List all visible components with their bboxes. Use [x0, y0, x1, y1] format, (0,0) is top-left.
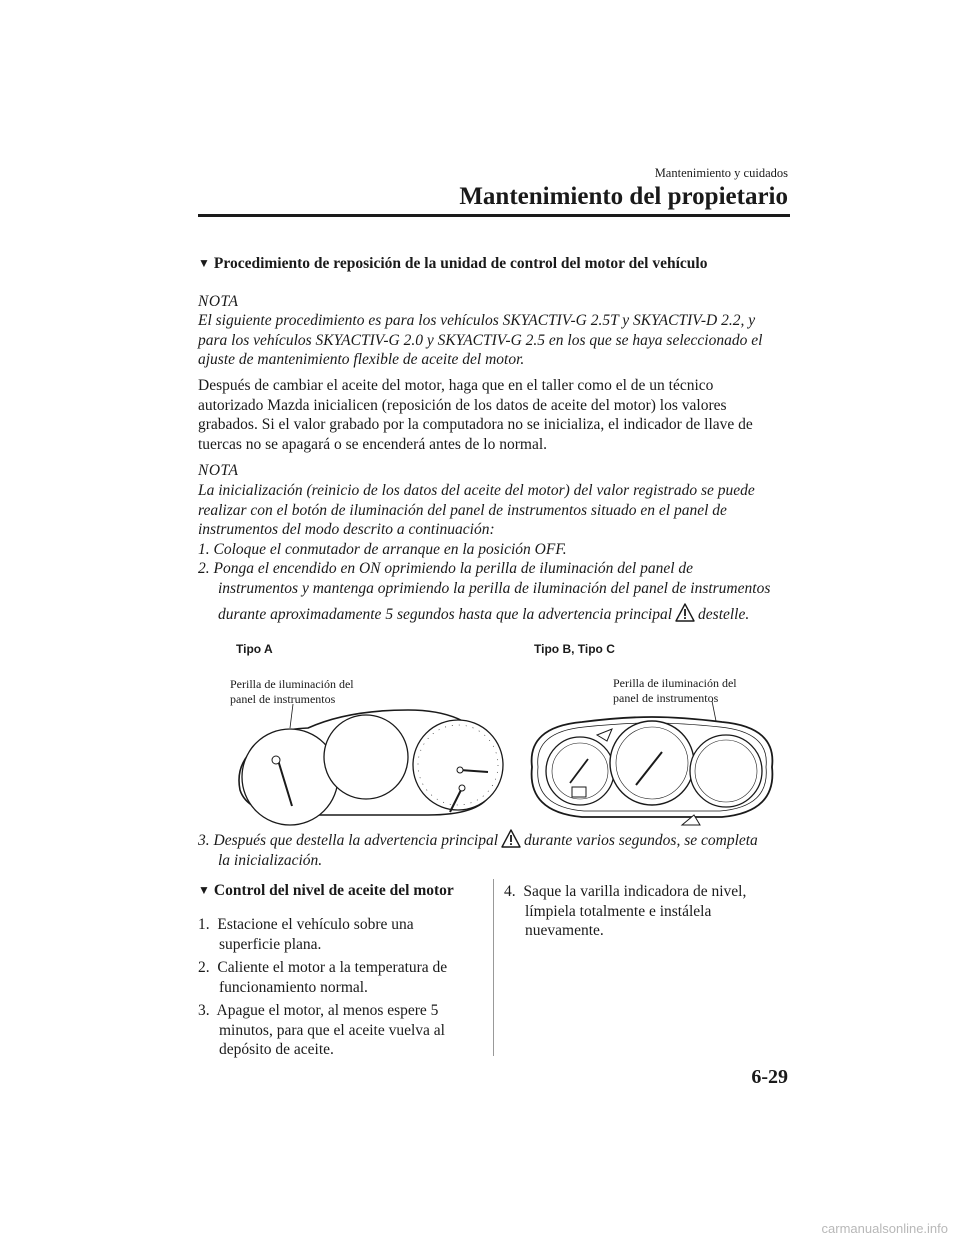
caption-line: panel de instrumentos — [230, 692, 336, 706]
item-line: superficie plana. — [219, 935, 322, 953]
step-3-line-2: la inicialización. — [218, 851, 323, 869]
item-number: 2. — [198, 959, 210, 976]
page-number: 6-29 — [751, 1066, 788, 1088]
body-line: grabados. Si el valor grabado por la computadora no se inicializa, el indicador de llave de — [198, 416, 753, 433]
header-rule — [198, 214, 790, 217]
caption-line: Perilla de iluminación del — [613, 676, 737, 690]
caption-line: panel de instrumentos — [613, 691, 719, 705]
step-2-line-1: 2. Ponga el encendido en ON oprimiendo la perilla de iluminación del panel de — [198, 560, 694, 577]
section-title: Mantenimiento del propietario — [459, 183, 788, 210]
step-3 — [198, 829, 758, 870]
item-line: límpiela totalmente e instálela — [525, 902, 712, 920]
body-line: tuercas no se apagará o se encenderá antes de lo normal. — [198, 435, 548, 453]
watermark-link[interactable]: carmanualsonline.info — [821, 1221, 948, 1236]
item-line: Apague el motor, al menos espere 5 — [216, 1002, 439, 1019]
step-3-line-1 — [198, 829, 758, 851]
nota-line: para los vehículos SKYACTIV-G 2.0 y SKYACTIV-G 2.5 en los que se haya seleccionado el — [198, 331, 763, 349]
list-item — [198, 1001, 483, 1060]
item-number: 1. — [198, 916, 210, 933]
body-paragraph — [198, 376, 753, 454]
item-line: Caliente el motor a la temperatura de — [217, 959, 448, 976]
oil-level-heading — [198, 882, 454, 900]
oil-check-steps-left — [198, 915, 483, 1060]
body-line: autorizado Mazda inicialicen (reposición de los datos de aceite del motor) los valores — [198, 396, 727, 414]
body-line: Después de cambiar el aceite del motor, haga que en el taller como el de un técnico — [198, 377, 714, 394]
list-item — [504, 882, 789, 941]
step-2-line-3 — [198, 603, 770, 625]
leader-line — [290, 704, 293, 728]
instrument-cluster-type-bc — [522, 697, 782, 832]
step-3-text: 3. Después que destella la advertencia principal — [198, 832, 499, 849]
step-2-text-end: destelle. — [698, 606, 750, 623]
triangle-down-icon: ▼ — [198, 883, 210, 897]
procedure-heading-text: Procedimiento de reposición de la unidad de control del motor del vehículo — [213, 255, 708, 272]
item-line: minutos, para que el aceite vuelva al — [219, 1021, 445, 1039]
nota-label: NOTA — [198, 462, 239, 479]
procedure-heading — [198, 255, 707, 273]
list-item — [198, 958, 483, 997]
nota-line: instrumentos del modo descrito a continuación: — [198, 521, 495, 538]
item-line: nuevamente. — [525, 922, 604, 939]
item-number: 3. — [198, 1002, 210, 1019]
item-line: Saque la varilla indicadora de nivel, — [523, 883, 747, 900]
step-1: 1. Coloque el conmutador de arranque en la posición OFF. — [198, 540, 567, 558]
caption-line: Perilla de iluminación del — [230, 677, 354, 691]
figure-label-type-a: Tipo A — [236, 642, 273, 656]
warning-icon — [675, 603, 695, 622]
oil-check-steps-right — [504, 882, 789, 941]
column-divider — [493, 879, 494, 1056]
step-2-text: durante aproximadamente 5 segundos hasta que la advertencia principal — [218, 606, 673, 623]
item-line: Estacione el vehículo sobre una — [217, 916, 414, 933]
nota-line: ajuste de mantenimiento flexible de aceite del motor. — [198, 351, 525, 368]
nota-line: realizar con el botón de iluminación del panel de instrumentos situado en el panel de — [198, 501, 727, 519]
list-item — [198, 915, 483, 954]
instrument-cluster-type-a — [228, 700, 508, 830]
step-2-line-2: instrumentos y mantenga oprimiendo la perilla de iluminación del panel de instrumentos — [218, 579, 771, 597]
nota-line: La inicialización (reinicio de los datos del aceite del motor) del valor registrado se puede — [198, 482, 755, 499]
item-line: depósito de aceite. — [219, 1041, 334, 1058]
nota-line: El siguiente procedimiento es para los vehículos SKYACTIV-G 2.5T y SKYACTIV-D 2.2, y — [198, 312, 756, 329]
nota-label: NOTA — [198, 293, 239, 310]
warning-icon — [501, 829, 521, 848]
item-number: 4. — [504, 883, 516, 900]
oil-level-heading-text: Control del nivel de aceite del motor — [213, 882, 454, 899]
nota-text — [198, 481, 770, 625]
step-3-text-end: durante varios segundos, se completa — [524, 832, 758, 849]
chapter-title: Mantenimiento y cuidados — [654, 166, 788, 180]
item-line: funcionamiento normal. — [219, 978, 368, 996]
triangle-down-icon: ▼ — [198, 256, 210, 270]
nota-text — [198, 311, 762, 370]
figure-label-type-bc: Tipo B, Tipo C — [534, 642, 615, 656]
